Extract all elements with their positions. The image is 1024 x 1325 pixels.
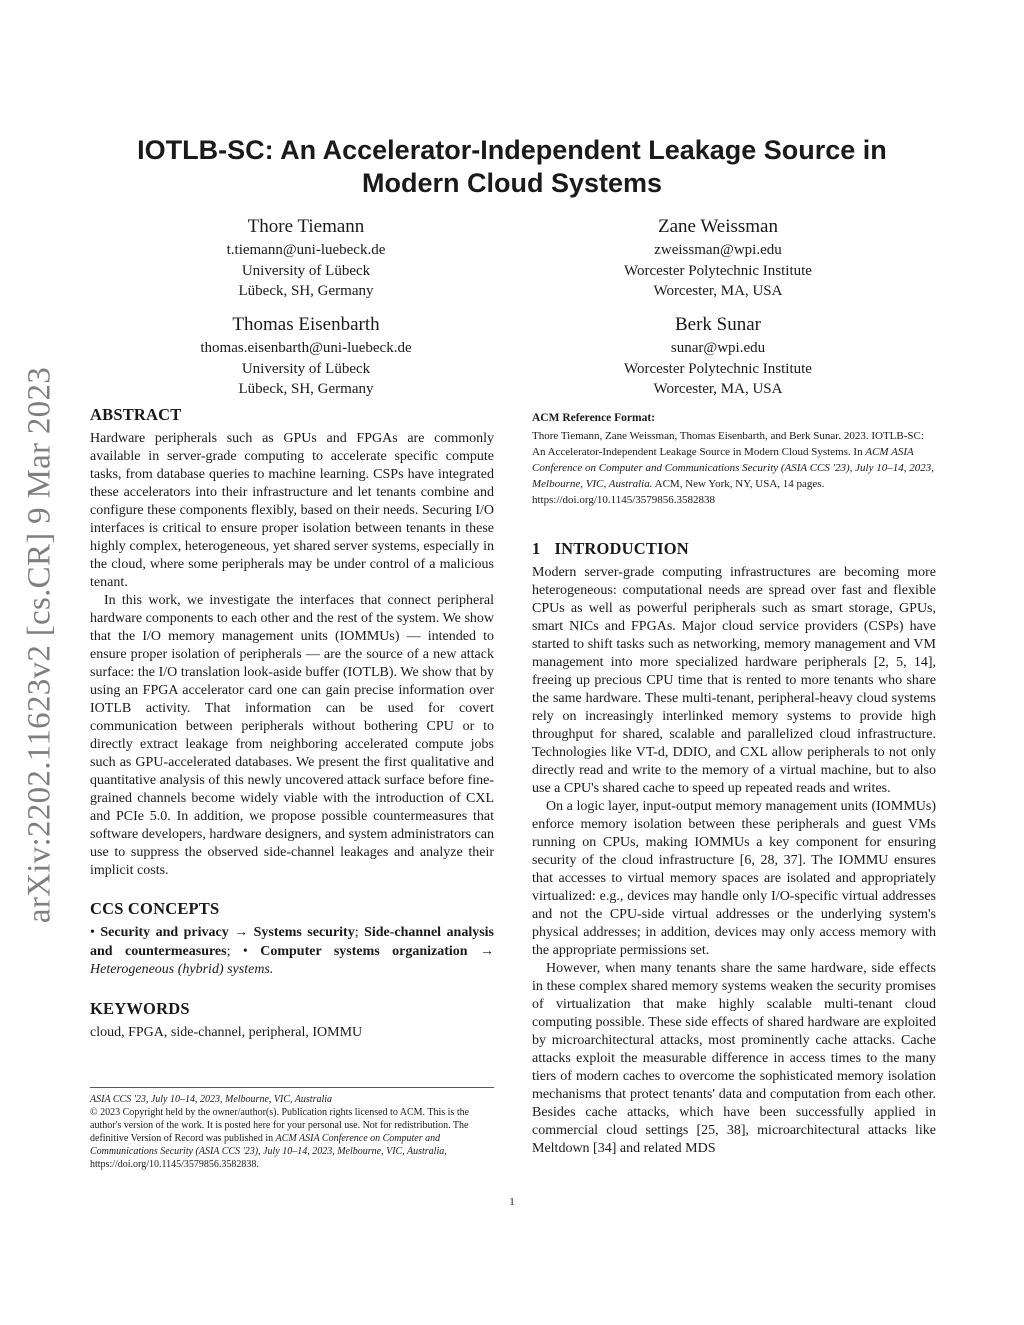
author-name: Thore Tiemann <box>247 216 365 237</box>
ccs-concepts: • Security and privacy → Systems security; Side-channel analysis and countermeasures; • Computer systems organization → Heterogeneous (hybrid) systems. <box>90 925 494 977</box>
section-number: 1 <box>532 539 541 558</box>
intro-paragraph: However, when many tenants share the same hardware, side effects in these complex shared memory systems weaken the security promises of virtualization that make highly scalable multi-tenant cloud computing possible. These side effects of shared hardware are exploited by microarchitectural attacks, most prominently cache attacks. Cache attacks exploit the measurable difference in access times to the many tiers of modern caches to overcome the sophisticated memory isolation mechanisms that protect tenants' data and computation from each other. Besides cache attacks, which have been successfully applied in commercial cloud settings [25, 38], microarchitectural attacks like Meltdown [34] and related MDS <box>532 961 936 1156</box>
abstract-paragraph: In this work, we investigate the interfaces that connect peripheral hardware components to each other and the rest of the system. We show that the I/O memory management units (IOMMUs) — intended to ensure proper isolation of peripherals — are the source of a new attack surface: the I/O translation look-aside buffer (IOTLB). We show that by using an FPGA accelerator card one can gain precise information over IOTLB activity. That information can be used for covert communication between peripherals without bothering CPU or to directly extract leakage from neighboring accelerated compute jobs such as GPU-accelerated databases. We present the first qualitative and quantitative analysis of this newly uncovered attack surface before fine-grained channels become widely viable with the introduction of CXL and PCIe 5.0. In addition, we propose possible countermeasures that software developers, hardware designers, and system administrators can use to suppress the observed side-channel leakages and analyze their implicit costs. <box>90 593 494 878</box>
author-location: Lübeck, SH, Germany <box>238 283 374 299</box>
abstract-paragraph: Hardware peripherals such as GPUs and FPGAs are commonly available in server-grade computing to accelerate specific compute tasks, from database queries to machine learning. CSPs have integrated these accelerators into their infrastructure and let tenants combine and configure these components flexibly, based on their needs. Securing I/O interfaces is critical to ensure proper isolation between tenants in these highly complex, heterogeneous, yet shared server systems, especially in the cloud, where some peripherals may be under control of a malicious tenant. <box>90 431 494 590</box>
author-affiliation: University of Lübeck <box>241 262 371 279</box>
author-block <box>146 215 466 302</box>
arxiv-stamp: arXiv:2202.11623v2 [cs.CR] 9 Mar 2023 <box>21 366 58 924</box>
author-name: Zane Weissman <box>657 216 778 237</box>
author-location: Lübeck, SH, Germany <box>238 381 374 397</box>
author-location: Worcester, MA, USA <box>653 283 783 299</box>
keywords-heading: KEYWORDS <box>90 998 190 1018</box>
footnote-doi-link[interactable]: , https://doi.org/10.1145/3579856.3582838. <box>90 1146 447 1170</box>
intro-heading: 1 INTRODUCTION <box>532 539 689 558</box>
keywords-text: cloud, FPGA, side-channel, peripheral, IOMMU <box>90 1024 363 1040</box>
author-block <box>558 215 878 302</box>
author-email[interactable]: sunar@wpi.edu <box>670 340 766 356</box>
paper-title: IOTLB-SC: An Accelerator-Independent Leakage Source in Modern Cloud Systems <box>137 135 887 198</box>
acm-reference <box>532 410 936 508</box>
author-affiliation: Worcester Polytechnic Institute <box>624 262 812 279</box>
acm-reference-doi-link[interactable]: ACM, New York, NY, USA, 14 pages. https://doi.org/10.1145/3579856.3582838 <box>532 478 825 506</box>
footnote-venue: ASIA CCS '23, July 10–14, 2023, Melbourne, VIC, Australia <box>90 1094 333 1105</box>
intro-paragraph: Modern server-grade computing infrastructures are becoming more heterogeneous: computational needs are spread over fast and flexible CPUs as well as powerful peripherals such as smart storage, GPUs, smart NICs and FPGAs. Major cloud service providers (CSPs) have started to shift tasks such as networking, memory management and VM management into more specialized hardware peripherals [2, 5, 14], freeing up precious CPU time that is rented to more tenants who share the same hardware. These multi-tenant, peripheral-heavy cloud systems rely on increasingly interlinked memory systems to provide high throughput for shared, scalable and parallelized cloud infrastructure. Technologies like VT-d, DDIO, and CXL allow peripherals to not only directly read and write to the memory of a virtual machine, but to also use a CPU's shared cache to speed up repeated reads and writes. <box>532 565 936 796</box>
author-email[interactable]: zweissman@wpi.edu <box>654 242 782 258</box>
ccs-heading: CCS CONCEPTS <box>90 899 220 918</box>
intro-paragraph: On a logic layer, input-output memory management units (IOMMUs) enforce memory isolation between these peripherals and guest VMs running on CPUs, making IOMMUs a key component for ensuring security of the cloud infrastructure [6, 28, 37]. The IOMMU ensures that accesses to virtual memory spaces are isolated and appropriately virtualized: e.g., devices may handle only I/O-specific virtual addresses and not the CPU-side virtual addresses or the underlying system's physical addresses; in addition, devices may only access memory with the appropriate permissions set. <box>532 799 936 958</box>
right-column <box>532 410 936 1158</box>
author-affiliation: Worcester Polytechnic Institute <box>624 360 812 377</box>
left-column <box>90 406 494 1042</box>
acm-reference-text: Thore Tiemann, Zane Weissman, Thomas Eisenbarth, and Berk Sunar. 2023. IOTLB-SC: An Accelerator-Independent Leakage Source in Modern Cloud Systems. In ACM ASIA Conference on Computer and Communications Security (ASIA CCS '23), July 10–14, 2023, Melbourne, VIC, Australia. ACM, New York, NY, USA, 14 pages. https://doi.org/10.1145/3579856.3582838 <box>532 430 934 506</box>
author-affiliation: University of Lübeck <box>241 360 371 377</box>
author-block <box>146 313 466 400</box>
abstract-heading: ABSTRACT <box>90 405 182 424</box>
author-block <box>558 313 878 400</box>
page-number: 1 <box>509 1196 515 1208</box>
author-email[interactable]: t.tiemann@uni-luebeck.de <box>226 242 386 258</box>
footnote <box>90 1093 494 1171</box>
author-location: Worcester, MA, USA <box>653 381 783 397</box>
author-name: Berk Sunar <box>674 314 761 335</box>
author-name: Thomas Eisenbarth <box>232 314 380 335</box>
acm-reference-heading: ACM Reference Format: <box>532 412 656 424</box>
footnote-divider <box>90 1087 494 1088</box>
footnote-copyright: © 2023 Copyright held by the owner/author(s). Publication rights licensed to ACM. This is the author's version of the work. It is posted here for your personal use. Not for redistribution. The definitive Version of Record was published in ACM ASIA Conference on Computer and Communications Security (ASIA CCS '23), July 10–14, 2023, Melbourne, VIC, Australia, https://doi.org/10.1145/3579856.3582838. <box>90 1107 470 1170</box>
author-email[interactable]: thomas.eisenbarth@uni-luebeck.de <box>200 340 412 356</box>
